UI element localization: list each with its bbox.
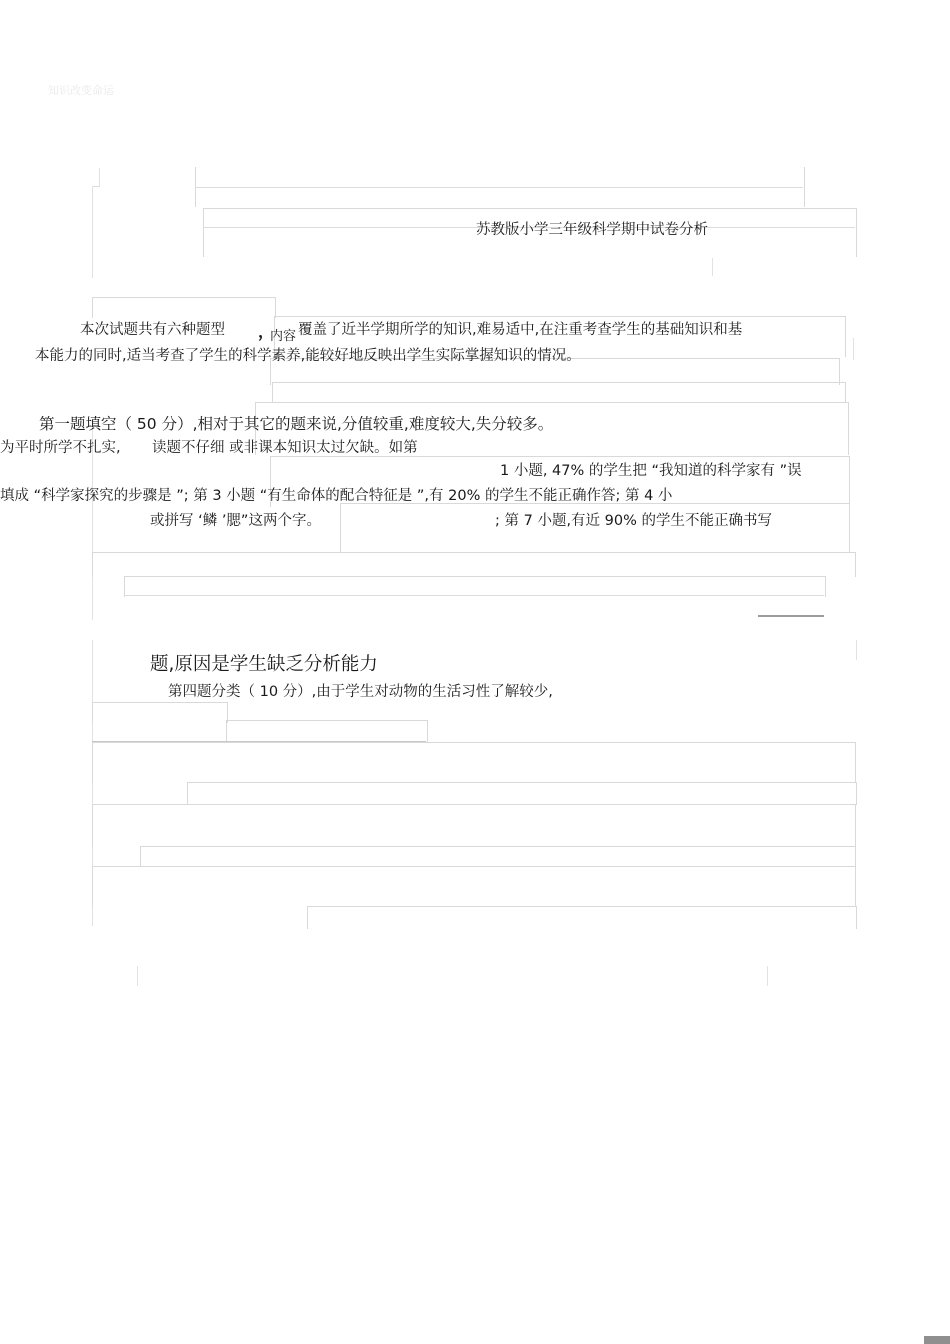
- section1-line1: 第一题填空（ 50 分）,相对于其它的题来说,分值较重,难度较大,失分较多。: [39, 415, 554, 433]
- intro-line1-b: 内容: [270, 329, 297, 344]
- intro-comma: ，: [258, 322, 275, 341]
- section2-heading: 题,原因是学生缺乏分析能力: [150, 654, 378, 675]
- section1-line2-a: 为平时所学不扎实,: [0, 440, 121, 456]
- section1-line4: 填成 “科学家探究的步骤是 ”; 第 3 小题 “有生命体的配合特征是 ”,有 20% 的学生不能正确作答; 第 4 小: [0, 488, 673, 504]
- watermark: 知识改变命运: [48, 84, 114, 97]
- section1-line5-a: 或拼写 ‘鳞 ’腮”这两个字。: [150, 513, 321, 529]
- page-corner-marker: [924, 1336, 950, 1344]
- intro-line1-c: 覆盖了近半学期所学的知识,难易适中,在注重考查学生的基础知识和基: [298, 322, 743, 338]
- section1-line2-b: 读题不仔细 或非课本知识太过欠缺。如第: [152, 440, 418, 456]
- section1-line3: 1 小题, 47% 的学生把 “我知道的科学家有 ”误: [500, 463, 802, 479]
- document-title: 苏教版小学三年级科学期中试卷分析: [476, 222, 708, 238]
- intro-line1-a: 本次试题共有六种题型: [80, 322, 225, 338]
- section2-line1: 第四题分类（ 10 分）,由于学生对动物的生活习性了解较少,: [168, 684, 553, 700]
- section1-line5-b: ; 第 7 小题,有近 90% 的学生不能正确书写: [495, 513, 772, 529]
- intro-line2: 本能力的同时,适当考查了学生的科学素养,能较好地反映出学生实际掌握知识的情况。: [35, 348, 581, 364]
